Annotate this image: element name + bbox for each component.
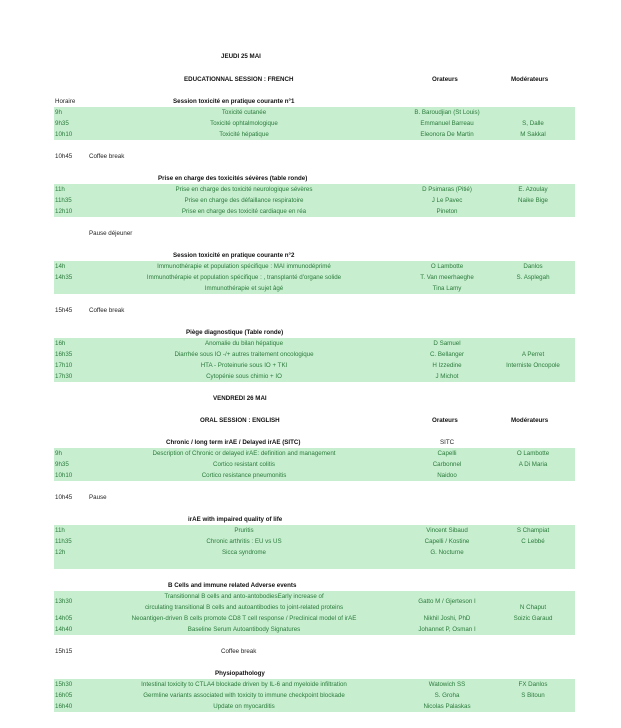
row-topic: Prise en charge des toxicité neurologique sévères bbox=[175, 186, 313, 193]
row-speaker: Pineton bbox=[436, 208, 458, 215]
row-speaker: T. Van meerhaeghe bbox=[420, 274, 474, 281]
row-moderator: Naike Bige bbox=[518, 197, 548, 204]
row-speaker: Carbonnel bbox=[432, 461, 462, 468]
row-time: 14h40 bbox=[55, 626, 73, 633]
row-moderator: A Perret bbox=[521, 351, 545, 358]
row-time: 9h35 bbox=[55, 461, 69, 468]
row-speaker: S. Groha bbox=[434, 692, 460, 699]
break-time: 15h15 bbox=[55, 648, 73, 655]
row-time: 13h30 bbox=[55, 598, 73, 605]
row-moderator: O Lambotte bbox=[516, 450, 550, 457]
row-time: 11h bbox=[55, 527, 65, 534]
row-moderator: M Sakkal bbox=[520, 131, 546, 138]
row-topic: Intestinal toxicity to CTLA4 blockade driven by IL-6 and myeloide infiltration bbox=[141, 681, 347, 688]
row-time: 9h35 bbox=[55, 120, 69, 127]
block-title: Piège diagnostique (Table ronde) bbox=[186, 329, 284, 336]
row-speaker: O Lambotte bbox=[430, 263, 464, 270]
row-topic: Description of Chronic or delayed irAE: definition and management bbox=[152, 450, 336, 457]
row-topic: Transitionnal B cells and anto-antobodiesEarly increase of bbox=[164, 593, 324, 600]
row-moderator: E. Azoulay bbox=[518, 186, 548, 193]
highlight-band bbox=[54, 338, 575, 382]
row-moderator: S. Asplegah bbox=[516, 274, 550, 281]
block-title: Physiopathology bbox=[215, 670, 265, 677]
row-time: 17h10 bbox=[55, 362, 73, 369]
block-title: Session toxicité en pratique courante n°2 bbox=[173, 252, 295, 259]
day1-moderators-header: Modérateurs bbox=[511, 76, 549, 83]
break-time: 15h45 bbox=[55, 307, 73, 314]
speaker-group: SITC bbox=[440, 439, 455, 446]
day2-moderators-header: Modérateurs bbox=[511, 417, 549, 424]
row-moderator: C Lebbé bbox=[521, 538, 545, 545]
block-title: Prise en charge des toxicités sévères (table ronde) bbox=[158, 175, 308, 182]
row-topic: HTA - Proteinurie sous IO + TKI bbox=[200, 362, 288, 369]
row-topic: Diarrhée sous IO -/+ autres traitement oncologique bbox=[174, 351, 314, 358]
row-time: 14h05 bbox=[55, 615, 73, 622]
day2-session-title: ORAL SESSION : ENGLISH bbox=[200, 417, 280, 424]
row-speaker: Nicolas Palaskas bbox=[423, 703, 471, 710]
row-speaker: J Le Pavec bbox=[431, 197, 463, 204]
row-topic: Toxicité ophtalmologique bbox=[210, 120, 278, 127]
row-moderator: FX Danlos bbox=[518, 681, 548, 688]
lunch-label: Pause déjeuner bbox=[89, 230, 133, 237]
row-speaker: Naidoo bbox=[437, 472, 457, 479]
row-topic: Cortico resistance pneumonitis bbox=[201, 472, 287, 479]
row-speaker: B. Baroudjian (St Louis) bbox=[414, 109, 480, 116]
row-topic: Update on myocarditis bbox=[213, 703, 275, 710]
row-time: 9h bbox=[55, 450, 62, 457]
row-topic: Pruritis bbox=[234, 527, 254, 534]
row-time: 9h bbox=[55, 109, 62, 116]
row-topic: Immunothérapie et sujet âgé bbox=[204, 285, 284, 292]
row-speaker: Gatto M / Gjerteson I bbox=[418, 598, 476, 605]
row-speaker: G. Nocturne bbox=[430, 549, 464, 556]
break-time: 10h45 bbox=[55, 494, 73, 501]
break-label: Pause bbox=[89, 494, 107, 501]
time-column-header: Horaire bbox=[55, 98, 76, 105]
block-title: Chronic / long term irAE / Delayed irAE (SITC) bbox=[166, 439, 301, 446]
row-time: 16h40 bbox=[55, 703, 73, 710]
row-time: 12h10 bbox=[55, 208, 73, 215]
row-time: 16h bbox=[55, 340, 66, 347]
row-speaker: H Izzedine bbox=[432, 362, 462, 369]
row-speaker: Watowich SS bbox=[428, 681, 466, 688]
row-speaker: Johannet P, Osman I bbox=[418, 626, 476, 633]
row-topic: Toxicité hépatique bbox=[219, 131, 269, 138]
day1-session-title: EDUCATIONNAL SESSION : FRENCH bbox=[184, 76, 294, 83]
row-topic: Germline variants associated with toxicity to immune checkpoint blockade bbox=[143, 692, 345, 699]
row-moderator: Soizic Garaud bbox=[513, 615, 553, 622]
day1-speakers-header: Orateurs bbox=[432, 76, 458, 83]
row-moderator: Danlos bbox=[523, 263, 543, 270]
block-title: Session toxicité en pratique courante n°1 bbox=[173, 98, 295, 105]
row-topic: Baseline Serum Autoantibody Signatures bbox=[187, 626, 301, 633]
row-topic: Immunothérapie et population spécifique : MAI immunodéprimé bbox=[157, 263, 331, 270]
row-speaker: C. Bellanger bbox=[429, 351, 465, 358]
row-moderator: A Di Maria bbox=[518, 461, 548, 468]
row-speaker: Tina Lamy bbox=[432, 285, 462, 292]
row-moderator: S Champiat bbox=[516, 527, 550, 534]
row-time: 11h35 bbox=[55, 197, 72, 204]
row-time: 16h05 bbox=[55, 692, 73, 699]
row-speaker: Eleonora De Martin bbox=[420, 131, 474, 138]
row-speaker: D Samuel bbox=[433, 340, 461, 347]
row-moderator: S, Dalle bbox=[522, 120, 544, 127]
row-speaker: Nikhil Joshi, PhD bbox=[423, 615, 471, 622]
row-topic: Anomalie du bilan hépatique bbox=[204, 340, 284, 347]
row-speaker: J Michot bbox=[435, 373, 459, 380]
day1-title: JEUDI 25 MAI bbox=[221, 53, 261, 60]
row-topic-continued: circulating transitional B cells and autoantibodies to joint-related proteins bbox=[144, 604, 344, 611]
row-moderator: S Bitoun bbox=[521, 692, 545, 699]
block-title: B Cells and immune related Adverse events bbox=[168, 582, 297, 589]
row-time: 11h bbox=[55, 186, 65, 193]
break-time: 10h45 bbox=[55, 153, 73, 160]
row-speaker: Emmanuel Barreau bbox=[420, 120, 474, 127]
row-topic: Cytopénie sous chimio + IO bbox=[206, 373, 282, 380]
row-time: 17h30 bbox=[55, 373, 73, 380]
row-topic: Prise en charge des toxicité cardiaque en réa bbox=[181, 208, 307, 215]
row-speaker: Capelli / Kostine bbox=[424, 538, 470, 545]
row-time: 12h bbox=[55, 549, 66, 556]
row-topic: Prise en charge des défaillance respiratoire bbox=[184, 197, 304, 204]
row-time: 15h30 bbox=[55, 681, 73, 688]
break-label: Coffee break bbox=[221, 648, 257, 655]
row-topic: Neoantigen-driven B cells promote CD8 T cell response / Preclinical model of irAE bbox=[131, 615, 357, 622]
highlight-band bbox=[54, 525, 575, 569]
row-time: 10h10 bbox=[55, 472, 73, 479]
highlight-band bbox=[54, 184, 575, 217]
day2-title: VENDREDI 26 MAI bbox=[213, 395, 267, 402]
row-time: 10h10 bbox=[55, 131, 73, 138]
row-time: 14h35 bbox=[55, 274, 73, 281]
break-label: Coffee break bbox=[89, 153, 125, 160]
row-speaker: Vincent Sibaud bbox=[426, 527, 468, 534]
row-time: 16h35 bbox=[55, 351, 73, 358]
row-moderator: N Chaput bbox=[519, 604, 547, 611]
row-topic: Chronic arthritis : EU vs US bbox=[206, 538, 282, 545]
row-topic: Sicca syndrome bbox=[221, 549, 267, 556]
row-time: 11h35 bbox=[55, 538, 72, 545]
day2-speakers-header: Orateurs bbox=[432, 417, 458, 424]
row-speaker: D Psimaras (Pitié) bbox=[422, 186, 472, 193]
block-title: irAE with impaired quality of life bbox=[188, 516, 283, 523]
row-speaker: Capelli bbox=[437, 450, 457, 457]
row-time: 14h bbox=[55, 263, 66, 270]
break-label: Coffee break bbox=[89, 307, 125, 314]
row-topic: Immunothérapie et population spécifique : , transplanté d'organe solide bbox=[146, 274, 342, 281]
row-topic: Cortico resistant colitis bbox=[213, 461, 275, 468]
row-topic: Toxicité cutanée bbox=[221, 109, 267, 116]
highlight-band bbox=[54, 107, 575, 140]
row-moderator: Interniste Oncopole bbox=[506, 362, 560, 369]
